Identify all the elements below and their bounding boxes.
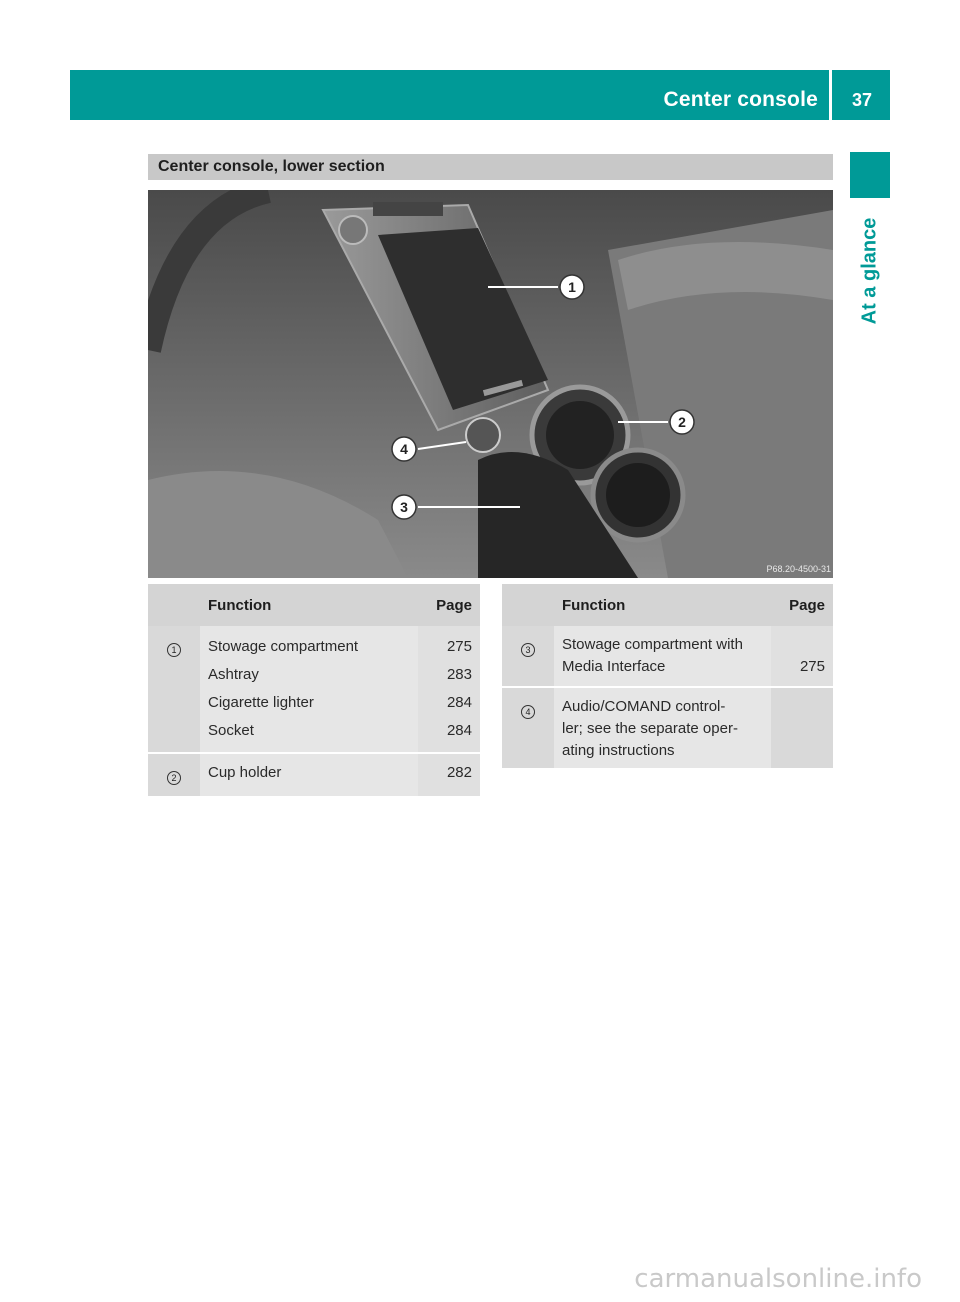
header-separator: [829, 70, 832, 120]
table-row: [502, 626, 833, 687]
page-cell: 282: [418, 753, 480, 796]
function-cell: Stowage compartment with Media Interface: [554, 626, 771, 687]
callout-4-label: 4: [400, 441, 408, 457]
item-number-badge: 4: [521, 705, 535, 719]
page-cell: 275: [771, 626, 833, 687]
callout-2-label: 2: [678, 414, 686, 430]
header-function: Function: [200, 584, 418, 626]
section-heading-text: Center console, lower section: [158, 158, 385, 175]
function-cell: Stowage compartment: [200, 626, 418, 661]
table-header-row: [502, 584, 833, 626]
function-cell: Cigarette lighter: [200, 689, 418, 717]
table-row: [148, 626, 480, 661]
function-cell: Socket: [200, 717, 418, 753]
row-number-cell: [148, 753, 200, 796]
figure-code: P68.20-4500-31: [766, 564, 831, 574]
function-table-left: [148, 584, 480, 796]
row-number-cell: [148, 626, 200, 753]
function-cell: Ashtray: [200, 661, 418, 689]
function-cell: Cup holder: [200, 753, 418, 796]
function-cell: Audio/COMAND control- ler; see the separate oper- ating instructions: [554, 687, 771, 768]
page-cell: 283: [418, 661, 480, 689]
header-number: [502, 584, 554, 626]
page-cell: [771, 687, 833, 768]
header-title: Center console: [663, 88, 818, 111]
page-cell: 275: [418, 626, 480, 661]
page-cell: 284: [418, 689, 480, 717]
callout-3-label: 3: [400, 499, 408, 515]
page-number: 37: [851, 90, 872, 110]
header-function: Function: [554, 584, 771, 626]
row-number-cell: [502, 687, 554, 768]
header-page: Page: [771, 584, 833, 626]
table-row: [148, 753, 480, 796]
table-header-row: [148, 584, 480, 626]
item-number-badge: 3: [521, 643, 535, 657]
header-number: [148, 584, 200, 626]
page-header: [70, 70, 890, 120]
side-tab: [850, 206, 890, 336]
item-number-badge: 1: [167, 643, 181, 657]
side-tab-label: At a glance: [858, 217, 881, 325]
row-number-cell: [502, 626, 554, 687]
header-page: Page: [418, 584, 480, 626]
watermark: carmanualsonline.info: [634, 1264, 922, 1294]
function-table-right: [502, 584, 833, 768]
center-console-photo: [148, 190, 833, 578]
item-number-badge: 2: [167, 771, 181, 785]
side-tab-marker: [850, 152, 890, 198]
console-illustration: [148, 190, 833, 578]
section-heading: [148, 154, 833, 180]
table-row: [502, 687, 833, 768]
callout-1-label: 1: [568, 279, 576, 295]
page-cell: 284: [418, 717, 480, 753]
